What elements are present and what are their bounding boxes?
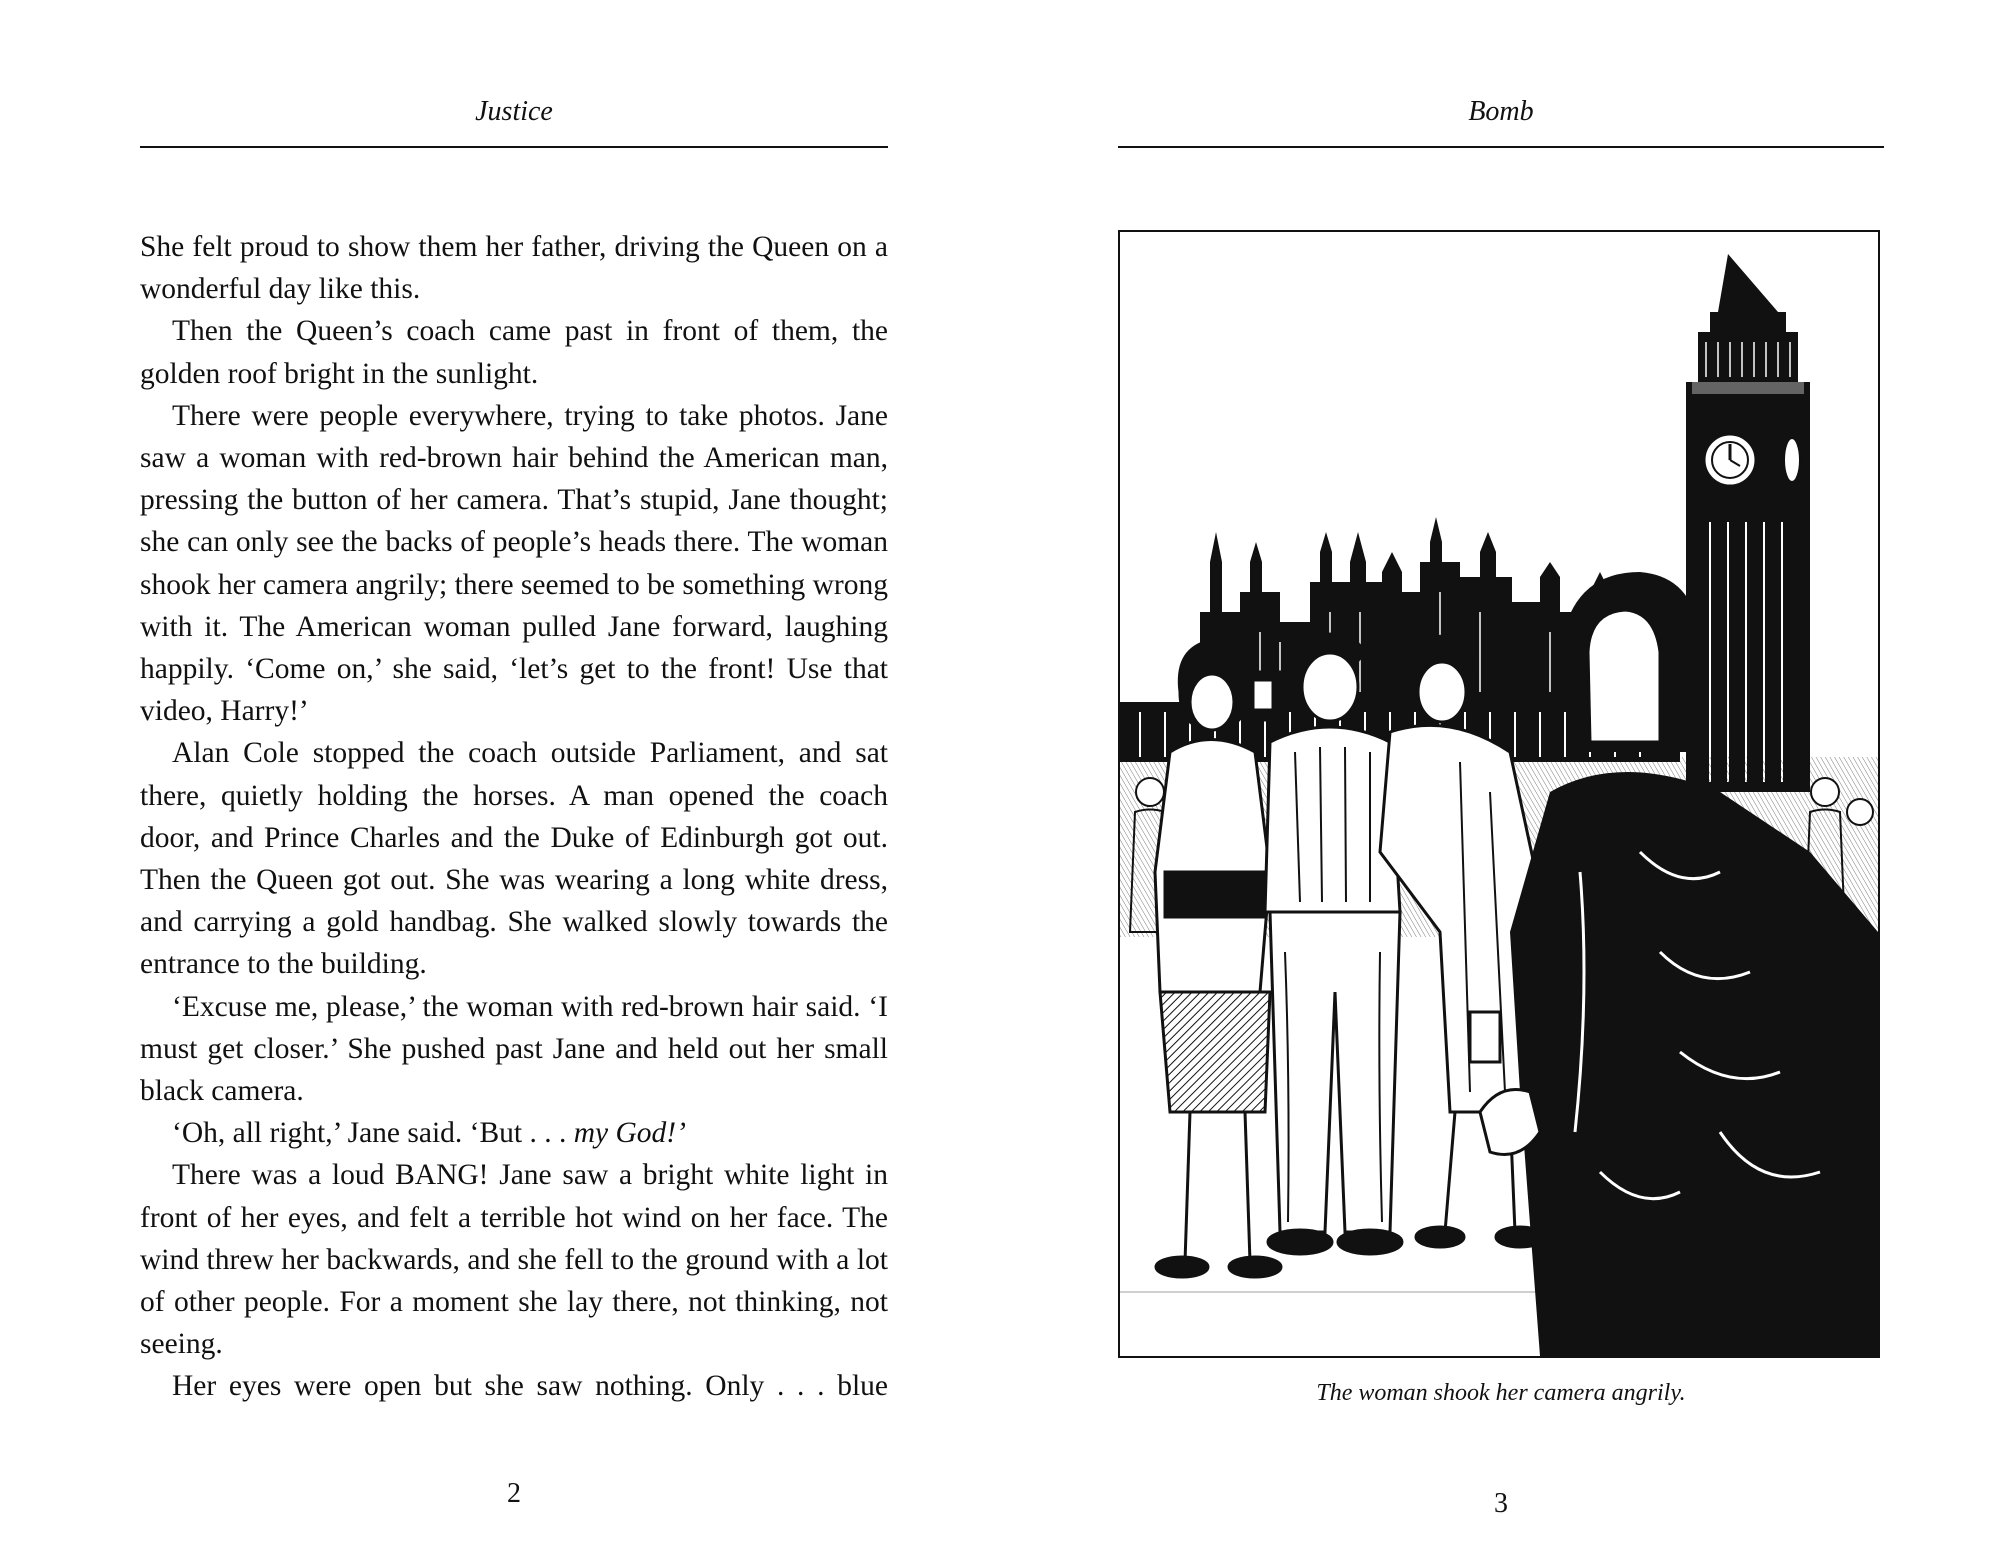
paragraph: There were people everywhere, trying to take photos. Jane saw a woman with red-brown hair behind the American man, pressing the button of her camera. That’s stupid, Jane thought; she can only see the backs of people’s heads there. The woman shook her camera angrily; there seemed to be something wrong with it. The American woman pulled Jane forward, laughing happily. ‘Come on,’ she said, ‘let’s get to the front! Use that video, Harry!’ [140,399,888,728]
running-head-left: Justice [475,96,553,127]
right-page [1118,0,1884,1565]
paragraph: Alan Cole stopped the coach outside Parliament, and sat there, quietly holding the horses. A man opened the coach door, and Prince Charles and the Duke of Edinburgh got out. Then the Queen got out. She was wearing a long white dress, and carrying a gold handbag. She walked slowly towards the entrance to the building. [140,737,888,981]
crowd-at-parliament-illustration [1120,232,1878,1356]
header-rule-left [140,146,888,148]
illustration-caption: The woman shook her camera angrily. [1316,1380,1686,1406]
body-text [140,226,888,1408]
running-head-right: Bomb [1468,96,1534,127]
header-rule-right [1118,146,1884,148]
exclaim-text: ‘Oh, all right,’ Jane said. ‘But . . . [172,1117,574,1150]
illustration-frame [1118,230,1880,1358]
exclaim-emphasis: my God!’ [573,1117,686,1150]
paragraph: She felt proud to show them her father, driving the Queen on a wonderful day like this. [140,231,888,306]
paragraph-last: Her eyes were open but she saw nothing. Only . . . blue [172,1370,888,1403]
big-ben-tower [1686,254,1810,792]
page-number-left: 2 [507,1478,521,1509]
paragraph: Then the Queen’s coach came past in front of them, the golden roof bright in the sunlight. [140,315,888,390]
paragraph: ‘Excuse me, please,’ the woman with red-brown hair said. ‘I must get closer.’ She pushed past Jane and held out her small black camera. [140,990,888,1108]
page-number-right: 3 [1494,1488,1508,1519]
paragraph-exclaim [140,1112,888,1154]
left-page [140,0,888,1565]
paragraph: There was a loud BANG! Jane saw a bright white light in front of her eyes, and felt a terrible hot wind on her face. The wind threw her backwards, and she fell to the ground with a lot of other people. For a moment she lay there, not thinking, not seeing. [140,1159,888,1361]
